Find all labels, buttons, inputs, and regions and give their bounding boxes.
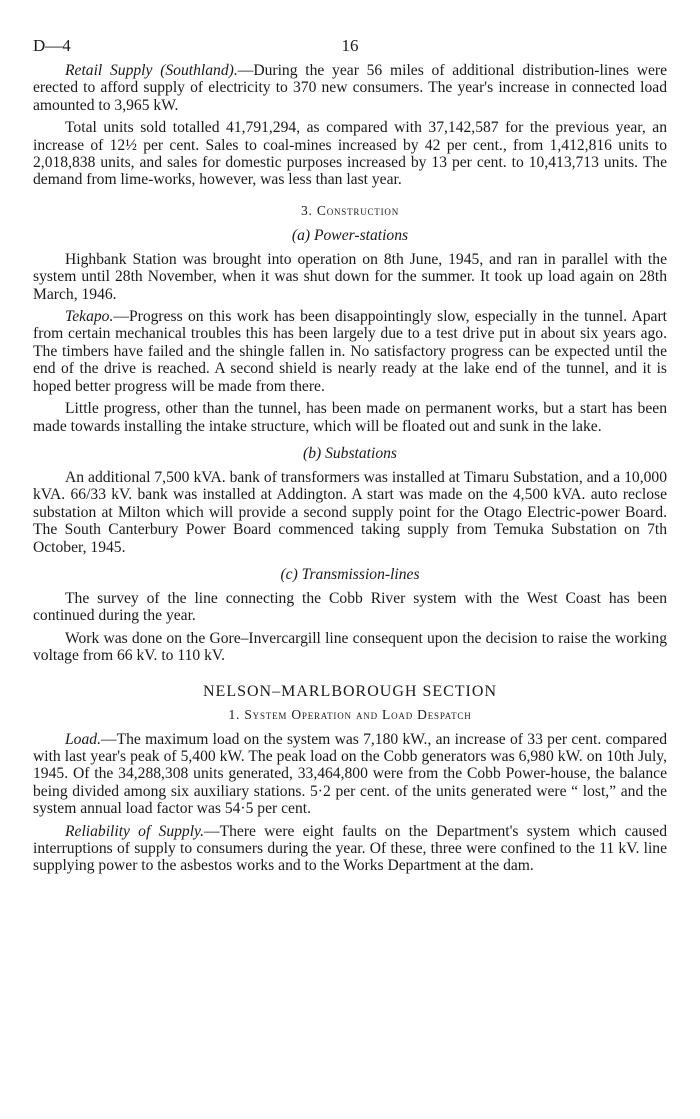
paragraph-reliability [33, 823, 667, 875]
paragraph-heading: Tekapo. [65, 308, 114, 326]
paragraph-substations: An additional 7,500 kVA. bank of transformers was installed at Timaru Substation, and a 10,000 kVA. 66/33 kV. bank was installed at Addington. A start was made on the 4,500 kVA. auto reclose substation at Milton which will provide a second supply point for the Otago Electric-power Board. The South Canterbury Power Board commenced taking supply from Temuka Substation on 7th October, 1945. [33, 468, 667, 556]
paragraph-text: —Progress on this work has been disappointingly slow, especially in the tunnel. Apart from certain mechanical troubles this has been largely due to a test drive put in about six years ago. The timbers have failed and the shingle fallen in. No satisfactory progress can be expected until the end of the drive is reached. A second shield is nearly ready at the lake end of the tunnel, and it is hoped better progress will be made from there. [33, 308, 667, 395]
subheading-substations: (b) Substations [303, 444, 397, 462]
paragraph-cobb-survey: The survey of the line connecting the Cobb River system with the West Coast has been continued during the year. [33, 589, 667, 625]
paragraph-highbank: Highbank Station was brought into operation on 8th June, 1945, and ran in parallel with the system until 28th November, when it was shut down for the summer. It took up load again on 28th March, 1946. [33, 250, 667, 303]
paragraph-load [33, 731, 667, 818]
document-page [33, 36, 667, 880]
paragraph-text: —The maximum load on the system was 7,180 kW., an increase of 33 per cent. compared with last year's peak of 5,400 kW. The peak load on the Cobb generators was 6,980 kW. on 10th July, 1945. Of the 34,288,308 units generated, 33,464,800 were from the Cobb Power-house, the balance being divided among six auxiliary stations. 5·2 per cent. of the units generated were “ lost,” and the system annual load factor was 54·5 per cent. [33, 730, 667, 818]
paragraph-text: —During the year 56 miles of additional distribution-lines were erected to afford supply of electricity to 370 new consumers. The year's increase in connected load amounted to 3,965 kW. [33, 62, 667, 114]
paragraph-gore-invercargill: Work was done on the Gore–Invercargill line consequent upon the decision to raise the working voltage from 66 kV. to 110 kV. [33, 629, 667, 665]
subsection-heading-system-operation: 1. System Operation and Load Despatch [228, 706, 472, 722]
paragraph-retail-supply [33, 62, 667, 114]
subheading-power-stations: (a) Power-stations [291, 226, 409, 244]
paragraph-units-sold: Total units sold totalled 41,791,294, as compared with 37,142,587 for the previous year, an increase of 12½ per cent. Sales to coal-mines increased by 42 per cent., from 1,412,816 units to 2,018,838 units, and sales for domestic purposes increased by 13 per cent. to 10,413,713 units. The demand from lime-works, however, was less than last year. [33, 119, 667, 189]
page-number: 16 [341, 36, 359, 55]
paragraph-text: —There were eight faults on the Department's system which caused interruptions of supply to consumers during the year. Of these, three were confined to the 11 kV. line supplying power to the asbestos works and to the Works Department at the dam. [33, 822, 667, 875]
section-heading-construction: 3. Construction [300, 202, 399, 218]
paragraph-tekapo [33, 308, 667, 395]
paragraph-heading: Load. [65, 730, 101, 748]
document-reference: D—4 [33, 36, 71, 55]
page-header [33, 36, 667, 62]
paragraph-heading: Retail Supply (Southland). [65, 62, 238, 79]
subheading-transmission-lines: (c) Transmission-lines [280, 565, 420, 583]
paragraph-permanent-works: Little progress, other than the tunnel, has been made on permanent works, but a start has been made towards installing the intake structure, which will be floated out and sunk in the lake. [33, 400, 667, 435]
paragraph-heading: Reliability of Supply. [65, 822, 204, 840]
section-heading-nelson-marlborough: NELSON–MARLBOROUGH SECTION [202, 682, 497, 700]
